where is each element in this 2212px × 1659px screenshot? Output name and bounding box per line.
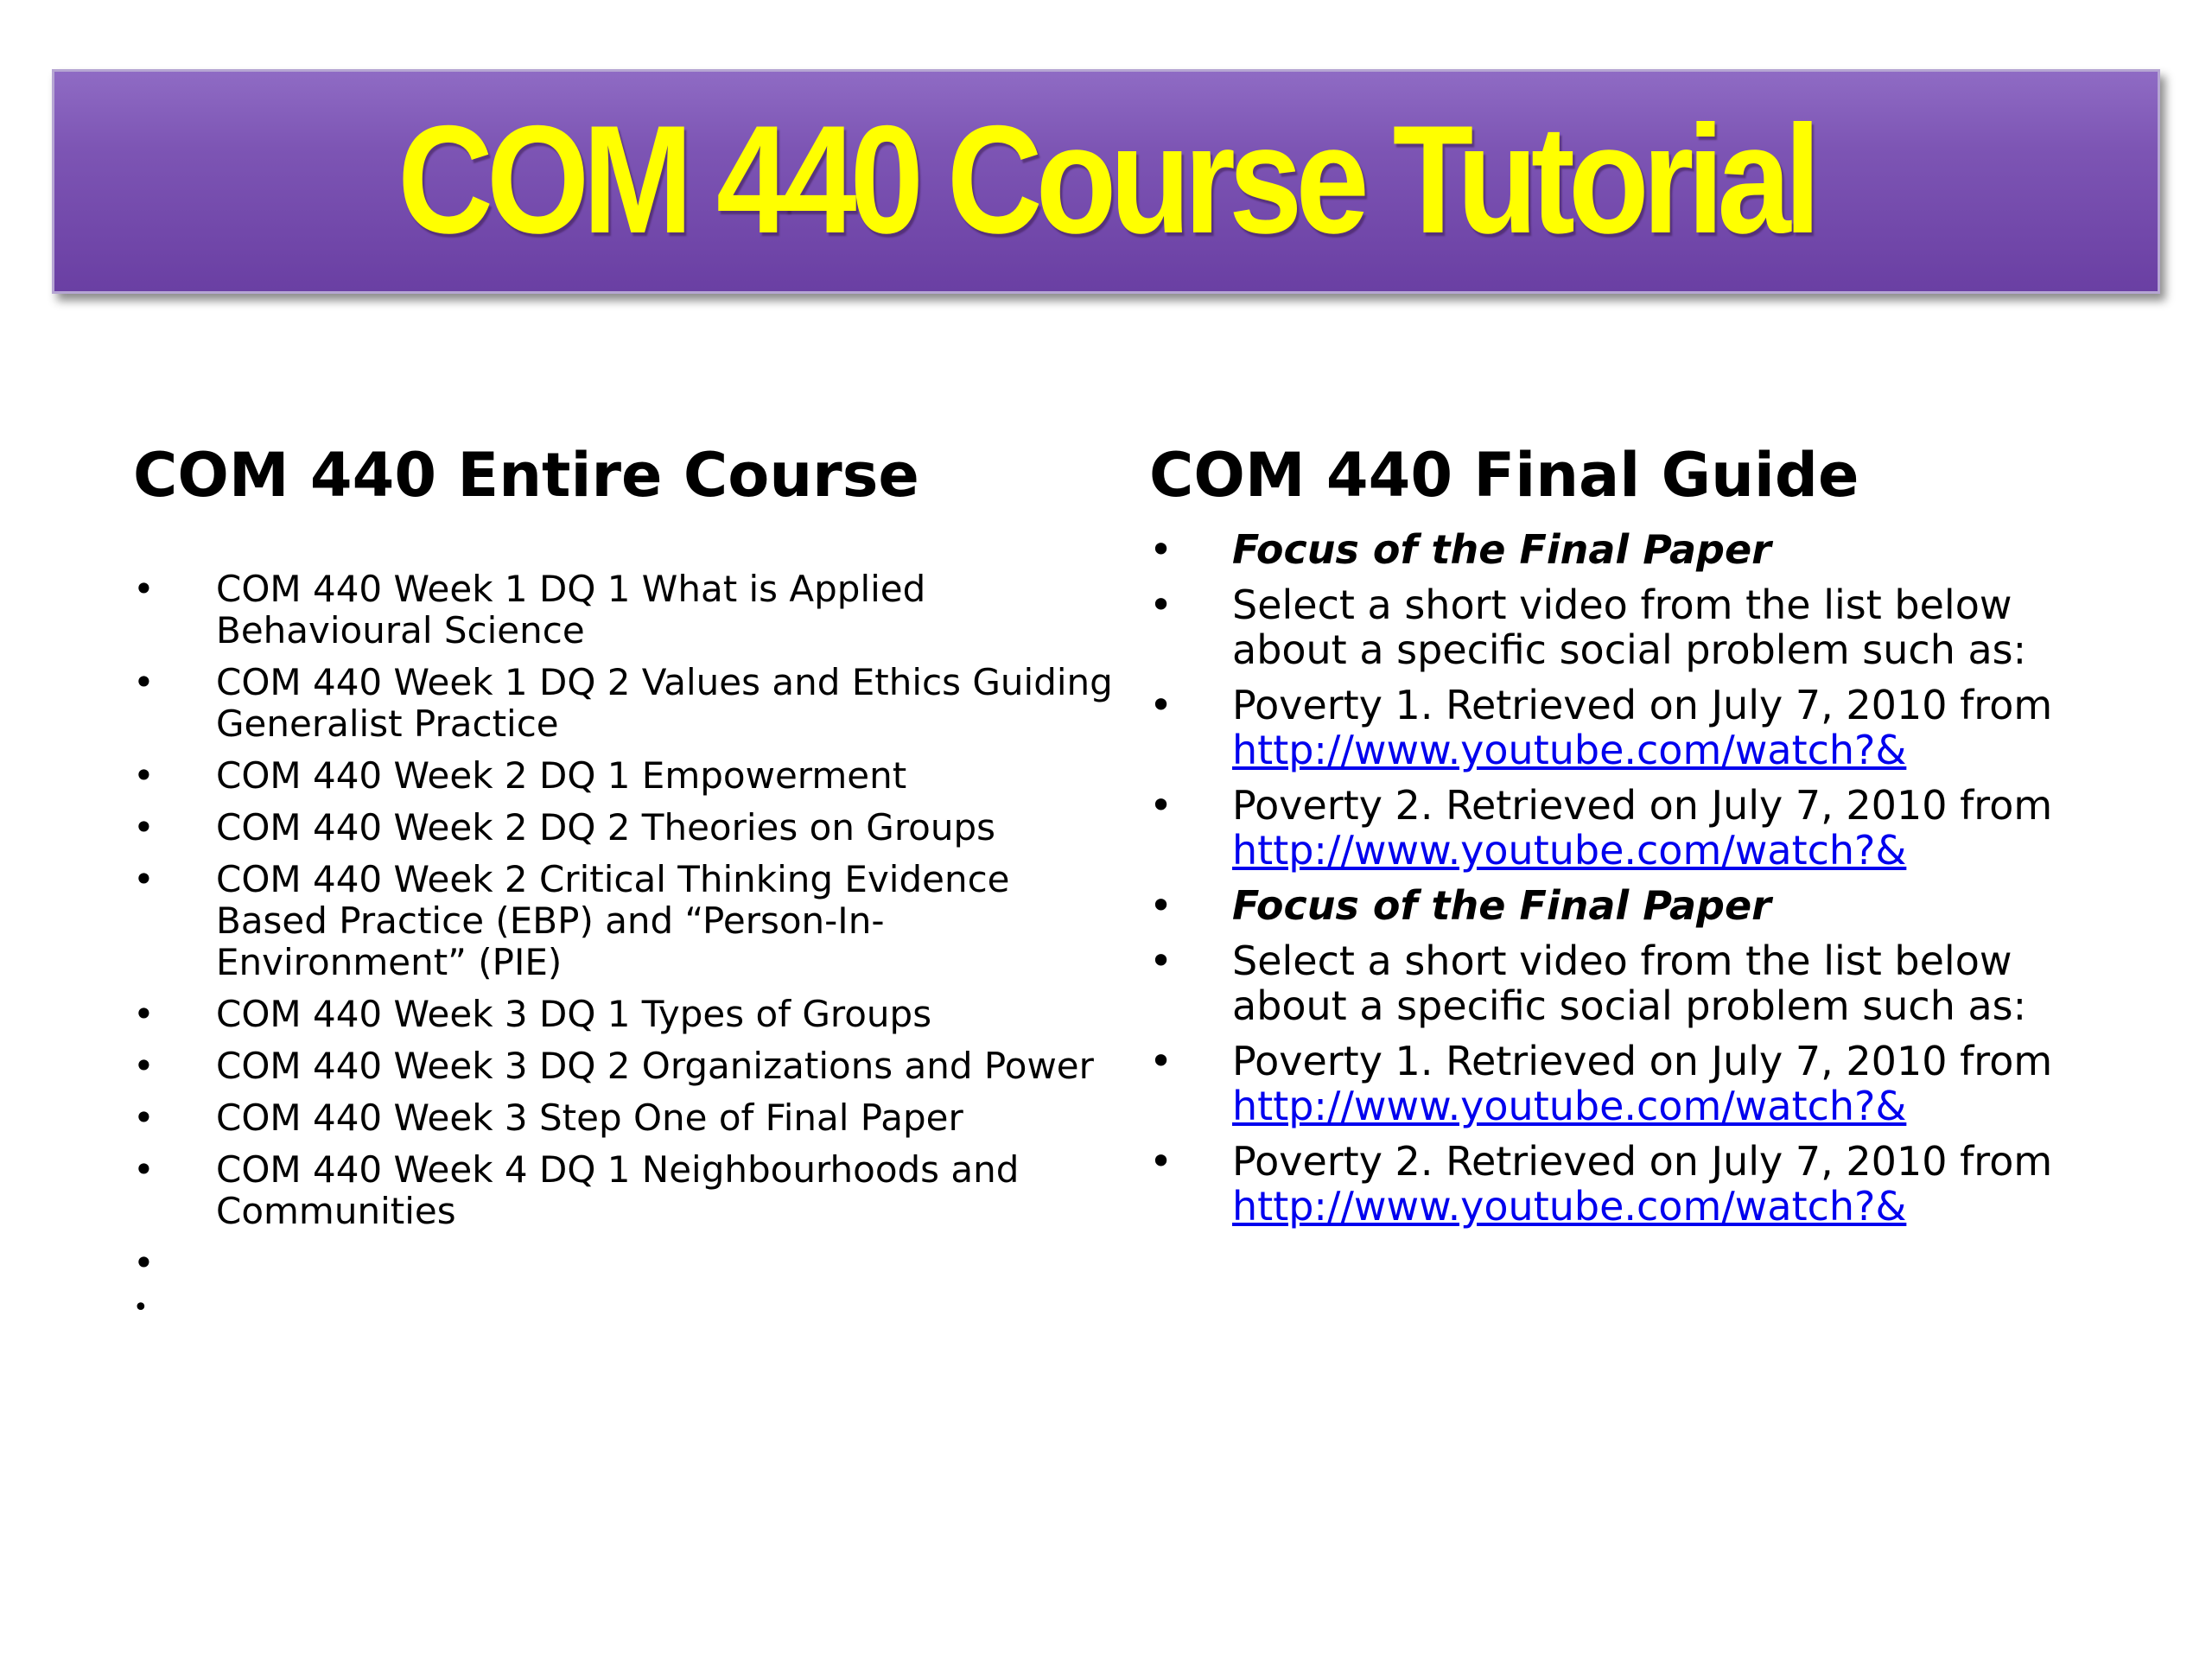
list-item-text: COM 440 Week 1 DQ 1 What is Applied Behavioural Science <box>216 568 926 652</box>
entire-course-column <box>133 432 1118 1332</box>
list-item-text: Select a short video from the list below about a specific social problem such as: <box>1232 938 2027 1029</box>
video-link[interactable]: http://www.youtube.com/watch?& <box>1232 827 1907 874</box>
list-item <box>1149 938 2126 1028</box>
list-item-text: COM 440 Week 4 DQ 1 Neighbourhoods and Communities <box>216 1148 1020 1232</box>
bullet-icon: • <box>1149 682 1173 728</box>
list-item <box>133 807 1118 849</box>
slide-title: COM 440 Course Tutorial <box>397 93 1815 265</box>
bullet-icon: • <box>1149 882 1173 929</box>
list-item <box>1149 1139 2126 1229</box>
title-banner <box>52 69 2160 294</box>
list-item-text: Poverty 1. Retrieved on July 7, 2010 from <box>1232 682 2053 728</box>
list-item <box>1149 1039 2126 1128</box>
list-item-text: COM 440 Week 3 DQ 2 Organizations and Power <box>216 1045 1094 1087</box>
list-item <box>133 859 1118 983</box>
bullet-icon: • <box>1149 582 1173 628</box>
list-item-text: COM 440 Week 3 DQ 1 Types of Groups <box>216 993 932 1035</box>
list-item <box>1149 582 2126 672</box>
video-link[interactable]: http://www.youtube.com/watch?& <box>1232 1083 1907 1129</box>
entire-course-list <box>133 569 1118 1325</box>
final-guide-list <box>1149 527 2126 1229</box>
list-item <box>133 1149 1118 1232</box>
list-item-text: COM 440 Week 1 DQ 2 Values and Ethics Guiding Generalist Practice <box>216 661 1113 745</box>
list-item <box>1149 527 2126 572</box>
list-item-text: Poverty 2. Retrieved on July 7, 2010 from <box>1232 782 2053 829</box>
bullet-icon: • <box>133 1148 155 1191</box>
list-item <box>133 662 1118 745</box>
video-link[interactable]: http://www.youtube.com/watch?& <box>1232 727 1907 773</box>
empty-list-item <box>133 1242 1118 1284</box>
final-guide-heading: COM 440 Final Guide <box>1149 440 1859 511</box>
list-item <box>133 755 1118 797</box>
list-item-text: Poverty 2. Retrieved on July 7, 2010 from <box>1232 1138 2053 1185</box>
list-item <box>133 1097 1118 1139</box>
list-item-text: Focus of the Final Paper <box>1232 882 1771 929</box>
list-item <box>1149 783 2126 873</box>
list-item <box>1149 883 2126 928</box>
list-item-text: COM 440 Week 2 DQ 2 Theories on Groups <box>216 806 996 849</box>
bullet-icon: • <box>133 1096 155 1139</box>
bullet-icon: • <box>133 806 155 849</box>
video-link[interactable]: http://www.youtube.com/watch?& <box>1232 1183 1907 1230</box>
list-item <box>133 1046 1118 1087</box>
final-guide-column <box>1149 432 2126 1239</box>
bullet-icon: • <box>1149 1038 1173 1084</box>
bullet-icon: • <box>133 993 155 1035</box>
list-item <box>133 569 1118 652</box>
bullet-icon: • <box>133 1293 149 1323</box>
list-item <box>133 994 1118 1035</box>
bullet-icon: • <box>133 1242 155 1284</box>
list-item-text: Focus of the Final Paper <box>1232 526 1771 573</box>
list-item-text: COM 440 Week 2 DQ 1 Empowerment <box>216 754 907 797</box>
bullet-icon: • <box>133 661 155 703</box>
empty-list-item <box>133 1287 1118 1325</box>
list-item <box>1149 683 2126 772</box>
bullet-icon: • <box>133 1045 155 1087</box>
list-item-text: Poverty 1. Retrieved on July 7, 2010 from <box>1232 1038 2053 1084</box>
entire-course-heading: COM 440 Entire Course <box>133 440 919 511</box>
list-item-text: COM 440 Week 2 Critical Thinking Evidence Based Practice (EBP) and “Person-In-Environment” (PIE) <box>216 858 1010 983</box>
bullet-icon: • <box>133 754 155 797</box>
bullet-icon: • <box>133 568 155 610</box>
bullet-icon: • <box>133 858 155 900</box>
bullet-icon: • <box>1149 526 1173 573</box>
bullet-icon: • <box>1149 782 1173 829</box>
list-item-text: Select a short video from the list below about a specific social problem such as: <box>1232 582 2027 673</box>
list-item-text: COM 440 Week 3 Step One of Final Paper <box>216 1096 963 1139</box>
bullet-icon: • <box>1149 938 1173 984</box>
bullet-icon: • <box>1149 1138 1173 1185</box>
